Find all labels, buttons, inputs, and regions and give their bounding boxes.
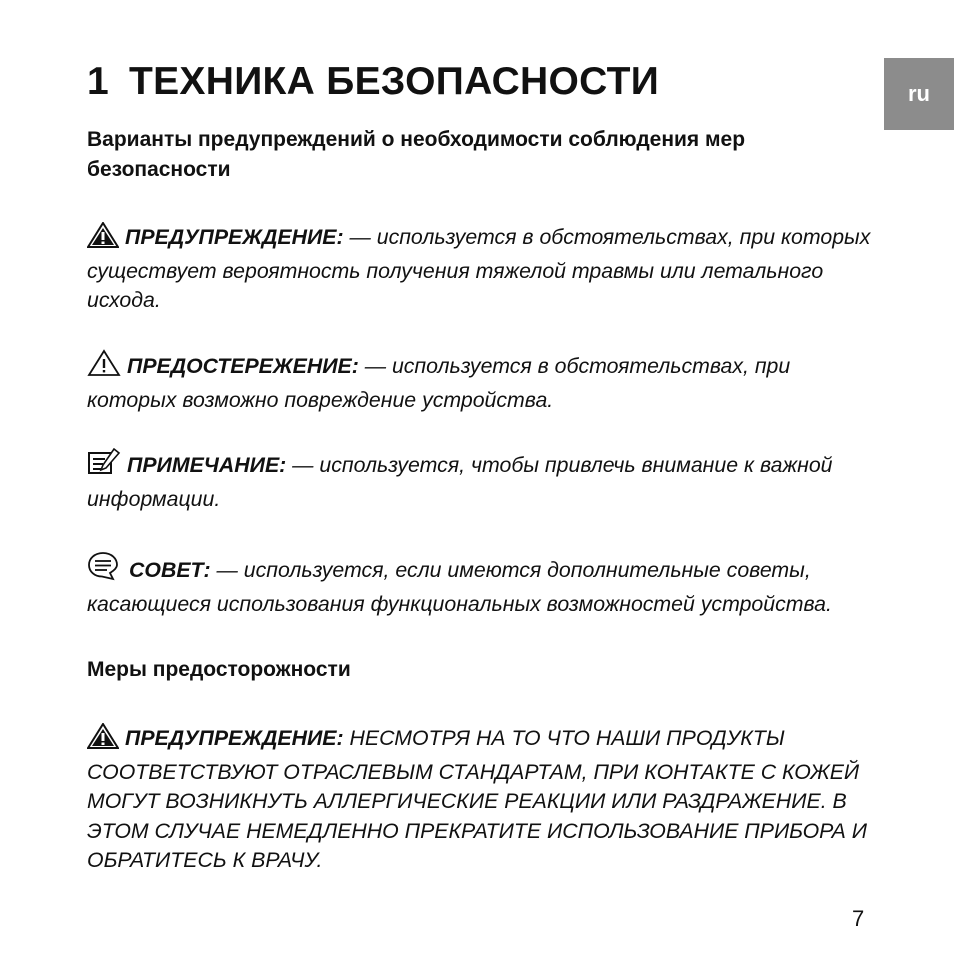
note-icon <box>87 448 121 485</box>
notice-text: — используется, если имеются дополнительные советы, касающиеся использования функциональных возможностей устройства. <box>87 558 832 616</box>
section-heading-warning-types: Варианты предупреждений о необходимости соблюдения мер безопасности <box>87 128 746 181</box>
notice-caution <box>87 349 877 415</box>
notice-text: — используется в обстоятельствах, при которых существует вероятность получения тяжелой травмы или летального исхода. <box>87 225 871 312</box>
caution-outline-icon <box>87 349 121 386</box>
section-heading-precautions: Меры предосторожности <box>87 658 351 681</box>
warning-filled-icon <box>87 222 119 257</box>
page-title <box>87 60 659 104</box>
precaution-warning <box>87 723 877 876</box>
notice-label: ПРЕДУПРЕЖДЕНИЕ: <box>125 726 344 750</box>
notice-label: ПРЕДОСТЕРЕЖЕНИЕ: <box>127 354 359 378</box>
language-tab: ru <box>884 58 954 130</box>
notice-note <box>87 448 877 514</box>
notice-warning <box>87 222 877 316</box>
warning-filled-icon <box>87 723 119 758</box>
notice-label: ПРЕДУПРЕЖДЕНИЕ: <box>125 225 344 249</box>
page-number: 7 <box>852 906 865 931</box>
chapter-title: ТЕХНИКА БЕЗОПАСНОСТИ <box>129 60 660 103</box>
notice-text: — используется в обстоятельствах, при которых возможно повреждение устройства. <box>87 354 791 412</box>
notice-text: — используется, чтобы привлечь внимание к важной информации. <box>87 453 833 511</box>
notice-tip <box>87 551 877 619</box>
chapter-number: 1 <box>87 60 109 103</box>
notice-text: НЕСМОТРЯ НА ТО ЧТО НАШИ ПРОДУКТЫ СООТВЕТСТВУЮТ ОТРАСЛЕВЫМ СТАНДАРТАМ, ПРИ КОНТАКТЕ С КОЖЕЙ МОГУТ ВОЗНИКНУТЬ АЛЛЕРГИЧЕСКИЕ РЕАКЦИИ ИЛИ РАЗДРАЖЕНИЕ. В ЭТОМ СЛУЧАЕ НЕМЕДЛЕННО ПРЕКРАТИТЕ ИСПОЛЬЗОВАНИЕ ПРИБОРА И ОБРАТИТЕСЬ К ВРАЧУ. <box>87 726 868 872</box>
notice-label: СОВЕТ: <box>129 558 211 582</box>
notice-label: ПРИМЕЧАНИЕ: <box>127 453 287 477</box>
tip-icon <box>87 551 123 590</box>
